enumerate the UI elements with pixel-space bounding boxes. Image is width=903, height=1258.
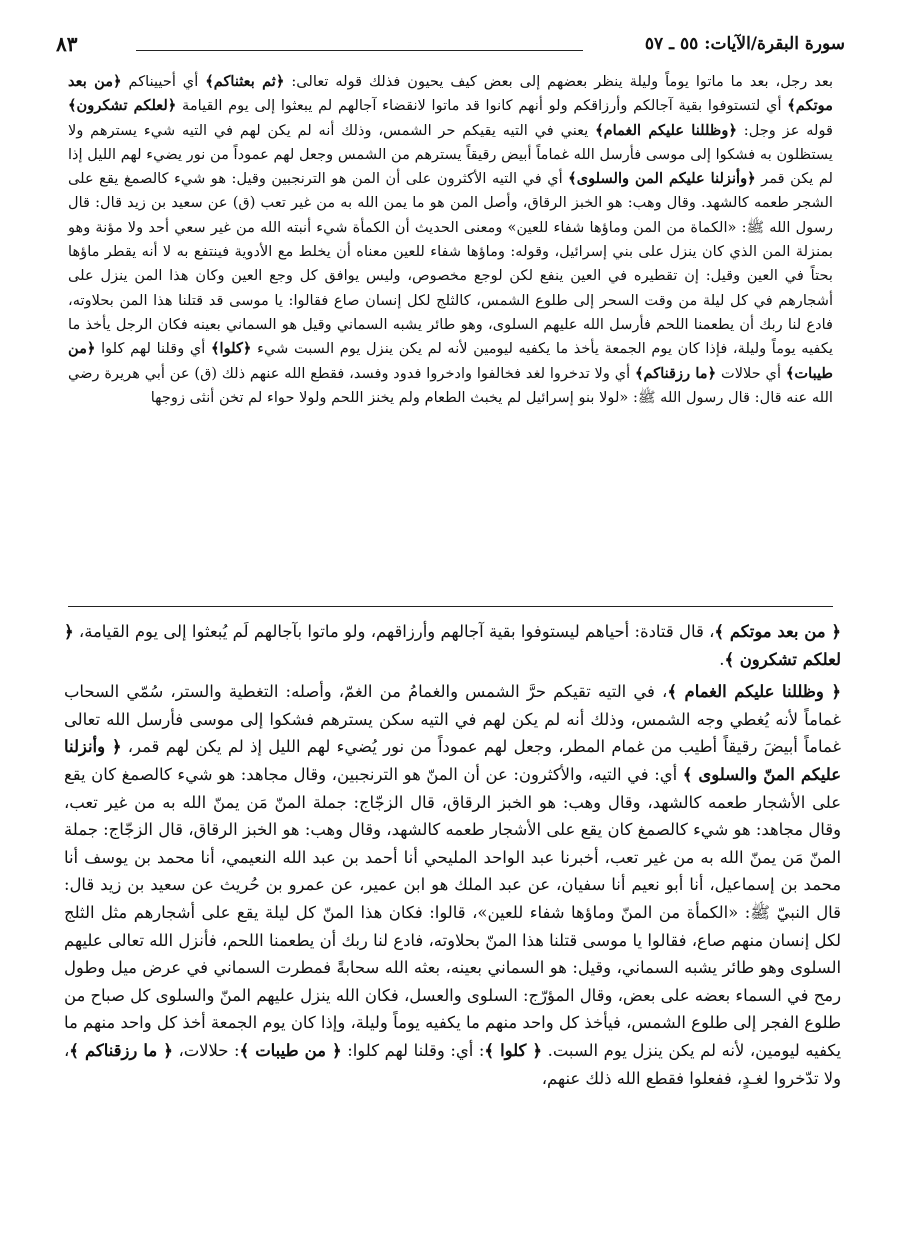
text-run: ، قال قتادة: أحياهم ليستوفوا بقية آجالهم وأرزاقهم، ولو ماتوا بآجالهم لَم يُبعثوا إلى يوم القيامة، bbox=[73, 622, 715, 641]
quran-quote: ﴿لعلكم تشكرون﴾ bbox=[68, 97, 177, 115]
text-run: ، ولا تدّخروا لغـدٍ، ففعلوا فقطع الله ذلك عنهم، bbox=[64, 1040, 841, 1088]
quran-quote: ﴿ كلوا ﴾ bbox=[484, 1040, 543, 1060]
quran-quote: ﴿ وأنزلنا عليكم المنّ والسلوى ﴾ bbox=[64, 737, 841, 784]
quran-quote: ﴿ما رزقناكم﴾ bbox=[634, 364, 717, 382]
main-paragraph bbox=[68, 70, 833, 410]
text-run: بعد رجل، بعد ما ماتوا يوماً وليلة ينظر بعضهم إلى بعض كيف يحيون فذلك قوله تعالى: bbox=[284, 73, 834, 90]
text-run: أي حلالات bbox=[716, 364, 786, 382]
commentary-paragraph bbox=[64, 618, 841, 673]
text-run: . bbox=[719, 649, 725, 669]
quran-quote: ﴿وأنزلنا عليكم المن والسلوى﴾ bbox=[568, 170, 756, 188]
text-run: أي: في التيه، والأكثرون: عن أن المنّ هو الترنجبين، وقال مجاهد: هو شيء كالصمغ كان يقع على الأشجار طعمه كالشهد، وقال وهب: هو الخبز الرقاق، قال الزجّاج: جملة المنّ مَن يمنّ الله به من غير تعب، وقال مجاهد: هو شيء كالصمغ كان يقع على الأشجار طعمه كالشهد، وقال وهب: هو الخبز الرقاق، قال الزجّاج: جملة المنّ مَن يمنّ الله به من غير تعب، أخبرنا عبد الواحد المليحي أنا أحمد بن عبد الله النعيمي، أنا محمد بن يوسف أنا محمد بن إسماعيل، أنا أبو نعيم أنا سفيان، عن عبد الملك هو ابن عمير، عن عمرو بن حُريث عن سعيد بن زيد قال: قال النبيّ ﷺ: «الكمأة من المنّ وماؤها شفاء للعين»، قالوا: فكان هذا المنّ كل ليلة يقع على أشجارهم مثل الثلج لكل إنسان منهم صاع، فقالوا يا موسى قتلنا هذا المنّ بحلاوته، فادع لنا ربك أن يطعمنا اللحم، فأنزل الله تعالى عليهم السلوى وهو طائر يشبه السماني، وقيل: هو السماني بعينه، بعثه الله سحابةً فمطرت السماني في عرض ميل وطول رمح في السماء بعضه على بعض، وقال المؤرّج: السلوى والعسل، فكان الله ينزل عليهم المنّ والسلوى كل صباح من طلوع الفجر إلى طلوع الشمس، فيأخذ كل واحد منهم ما يكفيه يوماً وليلة، وإذا كان يوم الجمعة أخذ كل واحد منهم ما يكفيه ليومين، لأنه لم يكن ينزل يوم السبت. bbox=[64, 764, 842, 1060]
quran-quote: ﴿وظللنا عليكم الغمام﴾ bbox=[595, 121, 737, 139]
quran-quote: ﴿ وظللنا عليكم الغمام ﴾ bbox=[667, 682, 841, 702]
text-run: أي في التيه الأكثرون على أن المن هو الترنجبين وقيل: هو شيء كالصمغ يقع على الشجر طعمه كالشهد. وقال وهب: هو الخبز الرقاق، وأصل المن هو ما يمن الله به من غير تعب (ق) عن سعيد بن زيد قال: قال رسول الله ﷺ: «الكماة من المن وماؤها شفاء للعين» ومعنى الحديث أن الكمأة شيء أنبته الله من غير سعي أحد ولا مؤنة وهو بمنزلة المن الذي كان ينزل على بني إسرائيل، وقوله: وماؤها شفاء للعين معناه أن يخلط مع الأدوية فينتفع به لا أنه يقطر ماؤها بحتاً في العين وقيل: إن تقطيره في العين ينفع لكن لوجع مخصوص، وليس يوافق كل وجع العين وكان هذا المن ينزل على أشجارهم في كل ليلة من وقت السحر إلى طلوع الشمس، كالثلج لكل إنسان صاع فقالوا: يا موسى قد قتلنا هذا المن بحلاوته، فادع لنا ربك أن يطعمنا اللحم فأرسل الله عليهم السلوى، وهو طائر يشبه السماني وقيل هو السماني بعينه فكان الرجل يأخذ ما يكفيه يوماً وليلة، فإذا كان يوم الجمعة يأخذ ما يكفيه ليومين لأنه لم يكن ينزل يوم السبت شيء bbox=[68, 170, 834, 358]
commentary-text bbox=[64, 618, 841, 1092]
text-run: أي ولا تدخروا لغد فخالفوا وادخروا فدود وفسد، فقطع الله عنهم ذلك (ق) عن أبي هريرة رضي الله عنه قال: قال رسول الله ﷺ: «لولا بنو إسرائيل لم يخبث الطعام ولم يخنز اللحم ولولا حواء لم تخن أنثى زوجها bbox=[68, 364, 833, 406]
quran-quote: ﴿ثم بعثناكم﴾ bbox=[205, 73, 285, 90]
text-run: أي أحييناكم bbox=[121, 73, 206, 90]
page-header bbox=[56, 34, 845, 58]
surah-title: سورة البقرة/الآيات: ٥٥ ـ ٥٧ bbox=[644, 34, 845, 54]
quran-quote: ﴿ ما رزقناكم ﴾ bbox=[69, 1040, 173, 1060]
text-run: قوله عز وجل: bbox=[737, 121, 833, 139]
text-run: أي لتستوفوا بقية آجالكم وأرزاقكم ولو أنهم كانوا قد ماتوا لانقضاء آجالهم لم يبعثوا إلى يوم القيامة bbox=[176, 97, 788, 115]
main-text bbox=[68, 70, 833, 410]
header-rule bbox=[136, 50, 583, 51]
commentary-paragraph bbox=[64, 678, 841, 1092]
text-run: يعني في التيه يقيكم حر الشمس، وذلك أنه لم يكن لهم في التيه شيء يسترهم ولا يستظلون به فشكوا إلى موسى فأرسل الله غماماً أبيض رقيقاً يسترهم من الشمس وجعل لهم عموداً من نور يضيء لهم الليل إذا لم يكن قمر bbox=[68, 121, 833, 188]
text-run: ، في التيه تقيكم حرَّ الشمس والغمامُ من الغمّ، وأصله: التغطية والستر، سُمّي السحاب غماماً لأنه يُغطي وجه الشمس، وذلك أنه لم يكن لهم في التيه سكن يسترهم فشكوا إلى موسى فأرسل الله تعالى غماماً أبيضَ رقيقاً أطيب من غمام المطر، وجعل لهم عموداً من نور يُضيء لهم الليل إذ لم يكن لهم قمر، bbox=[64, 682, 841, 757]
page-number: ٨٣ bbox=[56, 32, 78, 56]
text-run: : أي: وقلنا لهم كلوا: bbox=[341, 1040, 485, 1060]
text-run: : حلالات، bbox=[172, 1040, 240, 1060]
section-divider bbox=[68, 606, 833, 607]
quran-quote: ﴿من طيبات﴾ bbox=[68, 340, 833, 382]
quran-quote: ﴿كلوا﴾ bbox=[210, 340, 252, 358]
quran-quote: ﴿من بعد موتكم﴾ bbox=[68, 73, 833, 115]
text-run: أي وقلنا لهم كلوا bbox=[95, 340, 211, 358]
quran-quote: ﴿ من طيبات ﴾ bbox=[239, 1040, 342, 1060]
quran-quote: ﴿ لعلكم تشكرون ﴾ bbox=[64, 622, 841, 669]
quran-quote: ﴿ من بعد موتكم ﴾ bbox=[714, 622, 841, 641]
